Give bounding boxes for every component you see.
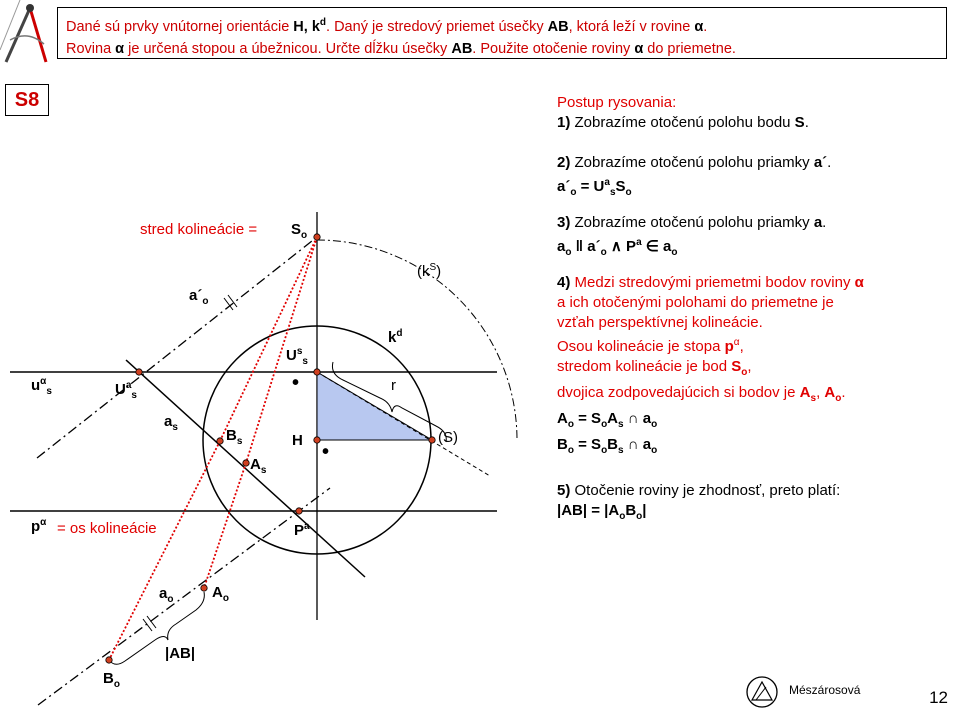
f3-o: o: [565, 247, 572, 258]
task-k: k: [311, 18, 320, 35]
label-Uas-sub: s: [131, 390, 137, 401]
step-4-alpha: α: [854, 274, 864, 291]
f3-par: ǁ: [571, 238, 588, 255]
f2-o: o: [570, 187, 577, 198]
f41-A2: A: [607, 410, 619, 427]
point-Uas: [136, 369, 142, 375]
label-a-prime-o: [189, 287, 208, 307]
point-Pa: [296, 508, 302, 514]
f41-o2: o: [601, 419, 608, 430]
step-4-text-6: dvojica zodpovedajúcich si bodov je: [557, 384, 796, 401]
label-S-rotated: (S): [438, 429, 458, 446]
label-kd-main: k: [388, 329, 397, 346]
task-H: H: [293, 18, 304, 35]
step-4-l4e: ,: [739, 338, 744, 355]
label-Pa-main: P: [294, 522, 305, 539]
label-As-sub: s: [260, 465, 267, 476]
label-Ao: [212, 584, 229, 604]
label-r: r: [391, 377, 396, 394]
f42-B2: B: [607, 436, 619, 453]
step-4-line-2: a ich otočenými polohami do priemetne je: [557, 294, 834, 311]
f3-and: ∧: [606, 238, 627, 255]
step-1-num: 1): [557, 114, 571, 131]
step-4-line-3: vzťah perspektívnej kolineácie.: [557, 314, 763, 331]
step-5-num: 5): [557, 482, 571, 499]
point-S-rotated: [429, 437, 435, 443]
f2-a: a´: [557, 178, 571, 195]
task-alpha-2: α: [115, 40, 125, 57]
f41-cap: ∩ a: [623, 410, 652, 427]
step-3: [557, 213, 957, 233]
step-4-text-4: Osou kolineácie je stopa: [557, 338, 721, 355]
step-4-S: S: [731, 358, 742, 375]
f3-o3: o: [671, 247, 678, 258]
step-2-formula: [557, 173, 957, 203]
label-Uas-sup: a: [125, 380, 132, 391]
step-4-A2: A: [824, 384, 836, 401]
right-angle-dot-2: •: [322, 441, 330, 463]
f3-a: a: [557, 238, 566, 255]
step-1-end: .: [804, 114, 809, 131]
f42-o: o: [567, 445, 574, 456]
step-4-psup: α: [733, 337, 740, 348]
ray-Bs-Bo: [109, 441, 220, 660]
label-ao: [159, 585, 173, 605]
step-3-formula: [557, 233, 957, 263]
step-4-line-6: [557, 383, 957, 409]
label-kS: [417, 262, 441, 280]
label-Us-sub: s: [302, 356, 308, 367]
task-text-4: .: [703, 18, 708, 35]
slide-badge: S8: [5, 84, 49, 116]
f2-o2: o: [625, 187, 632, 198]
label-Ao-main: A: [212, 584, 223, 601]
label-os-kolineacie: = os kolineácie: [57, 520, 157, 537]
label-ua-main: u: [31, 377, 41, 394]
step-4-text-5: stredom kolineácie je bod: [557, 358, 728, 375]
point-As: [243, 460, 249, 466]
label-a-prime-o-sub: o: [202, 296, 209, 307]
task-text-7: . Použite otočenie roviny: [472, 40, 631, 57]
task-text-3: , ktorá leží v rovine: [568, 18, 691, 35]
step-4-line-5: [557, 357, 957, 383]
step-4-p: p: [724, 338, 734, 355]
label-Bs-main: B: [226, 427, 237, 444]
task-AB-2: AB: [451, 40, 473, 57]
step-4-As: s: [810, 393, 817, 404]
label-Pa: [294, 521, 310, 539]
author-name: Mészárosová: [789, 683, 861, 697]
task-text-8: do priemetne.: [647, 40, 736, 57]
label-So-sub: o: [301, 230, 308, 241]
point-So: [314, 234, 320, 240]
step-1-S: S: [794, 114, 805, 131]
f5-1: |AB| =: [557, 502, 600, 519]
f2-sub: s: [609, 187, 616, 198]
f3-P: P: [626, 238, 637, 255]
f3-a3: a: [663, 238, 672, 255]
label-pa-main: p: [31, 518, 41, 535]
f3-in: ∈: [641, 238, 664, 255]
step-5-formula: [557, 501, 957, 527]
label-AB-length: |AB|: [165, 645, 196, 662]
step-3-end: .: [822, 214, 827, 231]
step-1-text: Zobrazíme otočenú polohu bodu: [574, 114, 791, 131]
label-Us-sup: s: [296, 346, 303, 357]
label-a-prime-o-main: a´: [189, 287, 203, 304]
label-Ao-sub: o: [222, 593, 229, 604]
f5-o2: o: [636, 511, 643, 522]
label-kd-sup: d: [396, 328, 403, 339]
f3-a2: a´: [587, 238, 601, 255]
page-number: 12: [929, 688, 948, 707]
f42-cap: ∩ a: [623, 436, 652, 453]
step-2-end: .: [827, 154, 832, 171]
task-alpha-3: α: [634, 40, 644, 57]
label-kS-open: (k: [417, 263, 430, 280]
label-As: [250, 456, 266, 476]
step-5: [557, 481, 957, 501]
f2-eq: = U: [576, 178, 605, 195]
f3-Psup: a: [636, 237, 642, 248]
label-Us: [286, 346, 308, 367]
f41-s: s: [618, 419, 624, 430]
step-4-Ao: o: [835, 393, 842, 404]
ray-So-Bs: [220, 237, 317, 441]
label-as-main: a: [164, 413, 173, 430]
step-4-So: o: [741, 367, 748, 378]
f41-A: A: [557, 410, 568, 427]
f41-o: o: [567, 419, 574, 430]
f2-S: S: [615, 178, 626, 195]
label-kd: [388, 328, 402, 346]
step-3-num: 3): [557, 214, 571, 231]
f42-eq: = S: [573, 436, 602, 453]
f42-o2: o: [601, 445, 608, 456]
right-angle-dot-1: •: [292, 372, 300, 394]
task-text: Dané sú prvky vnútornej orientácie: [66, 18, 290, 35]
task-text-6: je určená stopou a úbežnicou. Určte dĺžku úsečky: [128, 40, 448, 57]
step-4-l6e: .: [841, 384, 846, 401]
step-4-A: A: [799, 384, 811, 401]
step-4-line-4: [557, 333, 957, 357]
label-As-main: A: [250, 456, 261, 473]
label-Bo: [103, 670, 120, 690]
point-H: [314, 437, 320, 443]
label-Bs: [226, 427, 242, 447]
label-Uas-main: U: [115, 381, 126, 398]
step-2-num: 2): [557, 154, 571, 171]
label-Bs-sub: s: [236, 436, 243, 447]
label-kS-close: ): [436, 263, 442, 280]
label-Bo-main: B: [103, 670, 114, 687]
point-Bs: [217, 438, 223, 444]
f5-B: B: [625, 502, 637, 519]
point-Ao: [201, 585, 207, 591]
task-comma: ,: [303, 18, 308, 35]
task-text-5: Rovina: [66, 40, 112, 57]
f42-s: s: [618, 445, 624, 456]
label-as: [164, 413, 178, 433]
step-3-text: Zobrazíme otočenú polohu priamky: [574, 214, 810, 231]
steps-title: Postup rysovania:: [557, 94, 677, 111]
label-So-main: S: [291, 221, 302, 238]
f2-sup: a: [604, 177, 610, 188]
f5-o: o: [619, 511, 626, 522]
label-ao-main: a: [159, 585, 168, 602]
step-4-formula-1: [557, 409, 957, 435]
author-logo-icon: [744, 675, 784, 711]
f42-o3: o: [651, 445, 658, 456]
task-alpha: α: [694, 18, 704, 35]
step-1: [557, 113, 957, 133]
step-4-formula-2: [557, 435, 957, 461]
procedure-steps: [557, 93, 957, 527]
label-pa: [31, 517, 46, 535]
label-ua-sub: s: [46, 386, 52, 397]
step-4-line-1: [557, 273, 957, 293]
label-as-sub: s: [172, 422, 178, 433]
point-Us: [314, 369, 320, 375]
step-2-text: Zobrazíme otočenú polohu priamky: [574, 154, 810, 171]
label-ua-sup: α: [40, 376, 47, 387]
f3-o2: o: [600, 247, 607, 258]
task-k-sup: d: [319, 17, 327, 28]
step-4-num: 4): [557, 274, 571, 291]
label-Bo-sub: o: [113, 679, 120, 690]
f5-2: |A: [604, 502, 620, 519]
task-AB: AB: [547, 18, 569, 35]
label-So: [291, 221, 307, 241]
step-4-text-1: Medzi stredovými priemetmi bodov roviny: [574, 274, 851, 291]
label-ao-sub: o: [167, 594, 174, 605]
f42-B: B: [557, 436, 568, 453]
step-4-l5e: ,: [747, 358, 752, 375]
label-kS-sup: S: [429, 262, 437, 273]
f41-o3: o: [651, 419, 658, 430]
task-text-2: . Daný je stredový priemet úsečky: [326, 18, 544, 35]
step-2: [557, 153, 957, 173]
label-Us-main: U: [286, 347, 297, 364]
label-Pa-sup: a: [304, 521, 310, 532]
label-H: H: [292, 432, 303, 449]
step-3-a: a: [813, 214, 823, 231]
label-stred-kolineacie: stred kolineácie =: [140, 221, 258, 238]
step-5-text: Otočenie roviny je zhodnosť, preto platí:: [574, 482, 841, 499]
step-4-comma: ,: [816, 384, 821, 401]
f5-e: |: [642, 502, 647, 519]
label-pa-sup: α: [40, 517, 47, 528]
f41-eq: = S: [573, 410, 602, 427]
step-2-a: a´: [813, 154, 828, 171]
label-ua: [31, 376, 52, 397]
label-Uas: [115, 380, 137, 401]
point-Bo: [106, 657, 112, 663]
